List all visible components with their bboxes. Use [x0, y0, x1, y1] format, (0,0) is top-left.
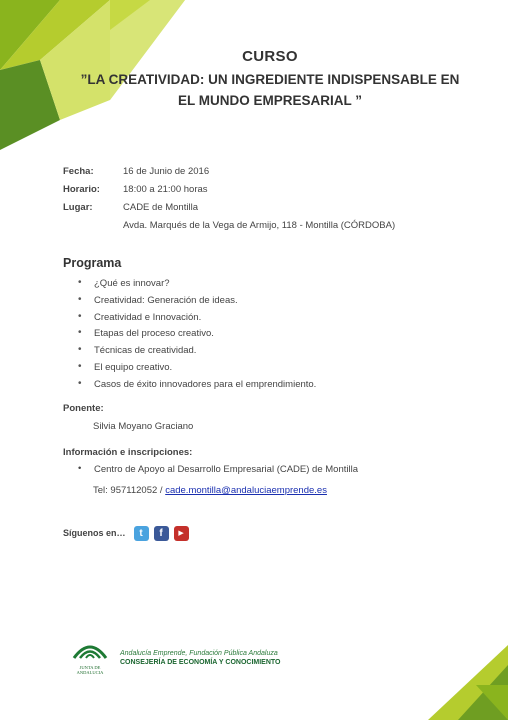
youtube-icon[interactable]: ▶	[174, 526, 189, 541]
footer	[66, 640, 281, 675]
course-label: CURSO	[242, 48, 298, 65]
footer-foundation: Andalucía Emprende, Fundación Pública Andaluza	[120, 649, 278, 657]
schedule-value: 18:00 a 21:00 horas	[123, 184, 208, 195]
twitter-icon[interactable]: t	[134, 526, 149, 541]
contact-center: • Centro de Apoyo al Desarrollo Empresarial (CADE) de Montilla	[78, 464, 358, 475]
course-title-block	[60, 48, 480, 111]
junta-arch-icon	[70, 640, 110, 660]
footer-consejeria: CONSEJERÍA DE ECONOMÍA Y CONOCIMIENTO	[120, 658, 281, 666]
program-item: • Casos de éxito innovadores para el emprendimiento.	[78, 379, 316, 396]
schedule-label: Horario:	[63, 184, 100, 195]
location-address: Avda. Marqués de la Vega de Armijo, 118 - Montilla (CÓRDOBA)	[123, 220, 396, 231]
program-item: • Creatividad e Innovación.	[78, 312, 316, 329]
junta-seal-text: JUNTA DE ANDALUCIA	[76, 665, 104, 675]
program-item: • El equipo creativo.	[78, 362, 316, 379]
program-item: • ¿Qué es innovar?	[78, 278, 316, 295]
footer-text	[120, 650, 281, 666]
junta-andalucia-logo	[66, 640, 114, 675]
contact-list	[78, 464, 358, 475]
speaker-label: Ponente:	[63, 403, 104, 414]
date-value: 16 de Junio de 2016	[123, 166, 210, 177]
program-list	[78, 278, 316, 396]
facebook-icon[interactable]: f	[154, 526, 169, 541]
course-title-line-1: ”LA CREATIVIDAD: UN INGREDIENTE INDISPENSABLE EN	[80, 72, 460, 87]
program-item: • Etapas del proceso creativo.	[78, 328, 316, 345]
program-item: • Creatividad: Generación de ideas.	[78, 295, 316, 312]
location-label: Lugar:	[63, 202, 93, 213]
contact-line	[93, 485, 327, 496]
decorative-corner-bottom-right	[428, 645, 508, 720]
contact-phone: Tel: 957112052 /	[93, 485, 163, 496]
course-title-line-2: EL MUNDO EMPRESARIAL ”	[177, 93, 363, 108]
program-item: • Técnicas de creatividad.	[78, 345, 316, 362]
program-heading: Programa	[63, 256, 122, 270]
date-label: Fecha:	[63, 166, 94, 177]
speaker-name: Silvia Moyano Graciano	[93, 421, 194, 432]
location-value: CADE de Montilla	[123, 202, 198, 213]
social-label: Síguenos en…	[63, 528, 126, 538]
social-bar	[63, 524, 194, 542]
info-registration-label: Información e inscripciones:	[63, 447, 193, 458]
contact-email-link[interactable]: cade.montilla@andaluciaemprende.es	[165, 485, 327, 496]
